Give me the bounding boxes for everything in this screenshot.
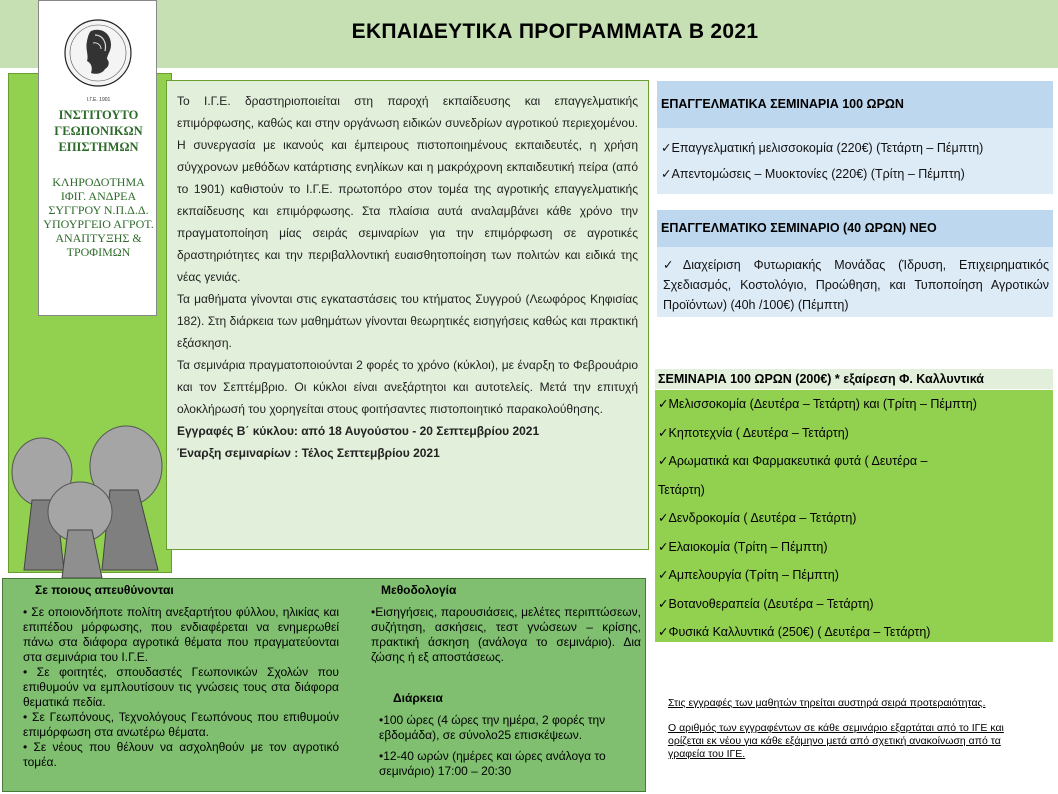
audience-list [23,605,339,770]
pro-40h-body [657,247,1053,317]
list-item: • Σε οποιονδήποτε πολίτη ανεξαρτήτου φύλλου, ηλικίας και επιπέδου μόρφωσης, που ενδιαφέρεται να ενημερωθεί πάνω στα διάφορα αγροτικά θέματα που πραγματεύονται στα σεμινάρια του Ι.Γ.Ε. [23,605,339,664]
schedule-paragraph: Τα σεμινάρια πραγματοποιούνται 2 φορές το χρόνο (κύκλοι), με έναρξη το Φεβρουάριο και τον Σεπτέμβριο. Οι κύκλοι είναι ανεξάρτητοι και αυτοτελείς. Μετά την επιτυχή ολοκλήρωσή του χορηγείται στους φοιτήσαντες πιστοποιητικό παρακολούθησης. [177,358,638,416]
info-panel [2,578,646,792]
list-item: ✓Επαγγελματική μελισσοκομία (220€) (Τετάρτη – Πέμπτη) [661,141,984,155]
methodology-text: •Εισηγήσεις, παρουσιάσεις, μελέτες περιπτώσεων, συζήτηση, ασκήσεις, τεστ γνώσεων – κρίσης, πρακτική άσκηση (ανάλογα το σεμινάριο). Δια ζώσης ή εξ αποστάσεως. [371,605,641,664]
list-item: •100 ώρες (4 ώρες την ημέρα, 2 φορές την εβδομάδα), σε σύνολο25 επισκέψεων. [379,713,606,742]
registration-dates: Εγγραφές Β΄ κύκλου: από 18 Αυγούστου - 20 Σεπτεμβρίου 2021 [177,424,540,438]
institute-name: ΙΝΣΤΙΤΟΥΤΟ ΓΕΩΠΟΝΙΚΩΝ ΕΠΙΣΤΗΜΩΝ [54,108,143,154]
priority-note: Στις εγγραφές των μαθητών τηρείται αυστηρά σειρά προτεραιότητας. [668,697,986,709]
list-item: ✓Φυσικά Καλλυντικά (250€) ( Δευτέρα – Τετάρτη) [658,625,931,639]
duration-title: Διάρκεια [393,691,443,705]
location-paragraph: Τα μαθήματα γίνονται στις εγκαταστάσεις του κτήματος Συγγρού (Λεωφόρος Κηφισίας 182). Στη διάρκεια των μαθημάτων γίνονται θεωρητικές εισηγήσεις καθώς και πρακτική εξάσκηση. [177,292,638,350]
seminars-100h-list [655,390,1053,642]
list-item: ✓Αμπελουργία (Τρίτη – Πέμπτη) [658,568,839,582]
check-icon: ✓ [658,511,669,525]
check-icon: ✓ [658,425,669,440]
list-item: ✓Βοτανοθεραπεία (Δευτέρα – Τετάρτη) [658,596,874,611]
check-icon: ✓ [658,397,669,411]
list-item-continuation: Τετάρτη) [658,482,705,497]
seminars-100h-title: ΣΕΜΙΝΑΡΙΑ 100 ΩΡΩΝ (200€) * εξαίρεση Φ. Καλλυντικά [655,369,1053,389]
list-item: ✓Κηποτεχνία ( Δευτέρα – Τετάρτη) [658,425,849,440]
check-icon: ✓ [658,539,669,554]
seminar-start: Έναρξη σεμιναρίων : Τέλος Σεπτεμβρίου 2021 [177,446,440,460]
duration-list [379,713,641,785]
list-item: ✓Απεντομώσεις – Μυοκτονίες (220€) (Τρίτη – Πέμπτη) [661,167,965,181]
check-icon: ✓ [658,568,669,582]
audience-title: Σε ποιους απευθύνονται [35,583,174,597]
check-icon: ✓ [661,167,672,181]
pro-100h-title: ΕΠΑΓΓΕΛΜΑΤΙΚΑ ΣΕΜΙΝΑΡΙΑ 100 ΩΡΩΝ [657,81,1053,128]
check-icon: ✓ [663,258,683,272]
list-item: • Σε Γεωπόνους, Τεχνολόγους Γεωπόνους που επιθυμούν επιμόρφωση στα ανωτέρω θέματα. [23,710,339,739]
list-item: • Σε νέους που θέλουν να ασχοληθούν με τον αγροτικό τομέα. [23,740,339,769]
list-item: ✓Αρωματικά και Φαρμακευτικά φυτά ( Δευτέρα – [658,454,928,468]
intro-paragraph: Το Ι.Γ.Ε. δραστηριοποιείται στη παροχή εκπαίδευσης και επαγγελματικής επιμόρφωσης, καθώς και στην οργάνωση ειδικών συνεδρίων αγροτικού περιεχομένου. Η συνεργασία με ικανούς και έμπειρους πιστοποιημένους εκπαιδευτές, η χρήση σύγχρονων μεθόδων κατάρτισης ενηλίκων και η μακρόχρονη εκπαιδευτική πείρα (από το 1901) καθιστούν το Ι.Γ.Ε. πρωτοπόρο στον τομέα της αγροτικής επαγγελματικής εκπαίδευσης και επιμόρφωσης. Στα πλαίσια αυτά αναλαμβάνει κάθε χρόνο την πραγματοποίηση μίας σειράς σεμιναρίων για την επιμόρφωση σε αγροτικές δραστηριότητες και την περιβαλλοντική ευαισθητοποίηση των πολιτών και ειδικά της νέας γενιάς. [177,94,638,284]
methodology-title: Μεθοδολογία [381,583,457,597]
check-icon: ✓ [658,625,669,639]
list-item: ✓Δενδροκομία ( Δευτέρα – Τετάρτη) [658,511,857,525]
check-icon: ✓ [658,454,669,468]
logo-caption: Ι.Γ.Ε. 1901 [86,97,111,103]
list-item: ✓Μελισσοκομία (Δευτέρα – Τετάρτη) και (Τρίτη – Πέμπτη) [658,397,977,411]
institute-card [38,0,157,316]
main-description [166,80,649,550]
pro-40h-text: Διαχείριση Φυτωριακής Μονάδας (Ίδρυση, Επιχειρηματικός Σχεδιασμός, Κοστολόγιο, Προώθηση, και Τυποποίηση Αγροτικών Προϊόντων) (40h /100€) (Πέμπτη) [663,258,1049,312]
enrollment-note: Ο αριθμός των εγγραφέντων σε κάθε σεμινάριο εξαρτάται από το ΙΓΕ και ορίζεται εκ νέου για κάθε εξάμηνο μετά από σχετική ανακοίνωση από τα γραφεία του ΙΓΕ. [668,722,1004,760]
check-icon: ✓ [658,596,669,611]
list-item: • Σε φοιτητές, σπουδαστές Γεωπονικών Σχολών που επιθυμούν να εμπλουτίσουν τις γνώσεις τους στα διάφορα θεματικά πεδία. [23,665,339,709]
trees-illustration-icon [6,420,166,580]
page-title: ΕΚΠΑΙΔΕΥΤΙΚΑ ΠΡΟΓΡΑΜΜΑΤΑ Β 2021 [351,20,759,43]
pro-40h-title: ΕΠΑΓΓΕΛΜΑΤΙΚΟ ΣΕΜΙΝΑΡΙΟ (40 ΩΡΩΝ) ΝΕΟ [657,210,1053,247]
list-item: ✓Ελαιοκομία (Τρίτη – Πέμπτη) [658,539,828,554]
pro-100h-list [657,128,1053,194]
list-item: •12-40 ωρών (ημέρες και ώρες ανάλογα το σεμινάριο) 17:00 – 20:30 [379,749,606,778]
institute-legacy: ΚΛΗΡΟΔΟΤΗΜΑ ΙΦΙΓ. ΑΝΔΡΕΑ ΣΥΓΓΡΟΥ Ν.Π.Δ.Δ. ΥΠΟΥΡΓΕΙΟ ΑΓΡΟΤ. ΑΝΑΠΤΥΞΗΣ & ΤΡΟΦΙΜΩΝ [43,175,154,259]
institute-logo-icon [57,15,139,95]
check-icon: ✓ [661,141,672,155]
